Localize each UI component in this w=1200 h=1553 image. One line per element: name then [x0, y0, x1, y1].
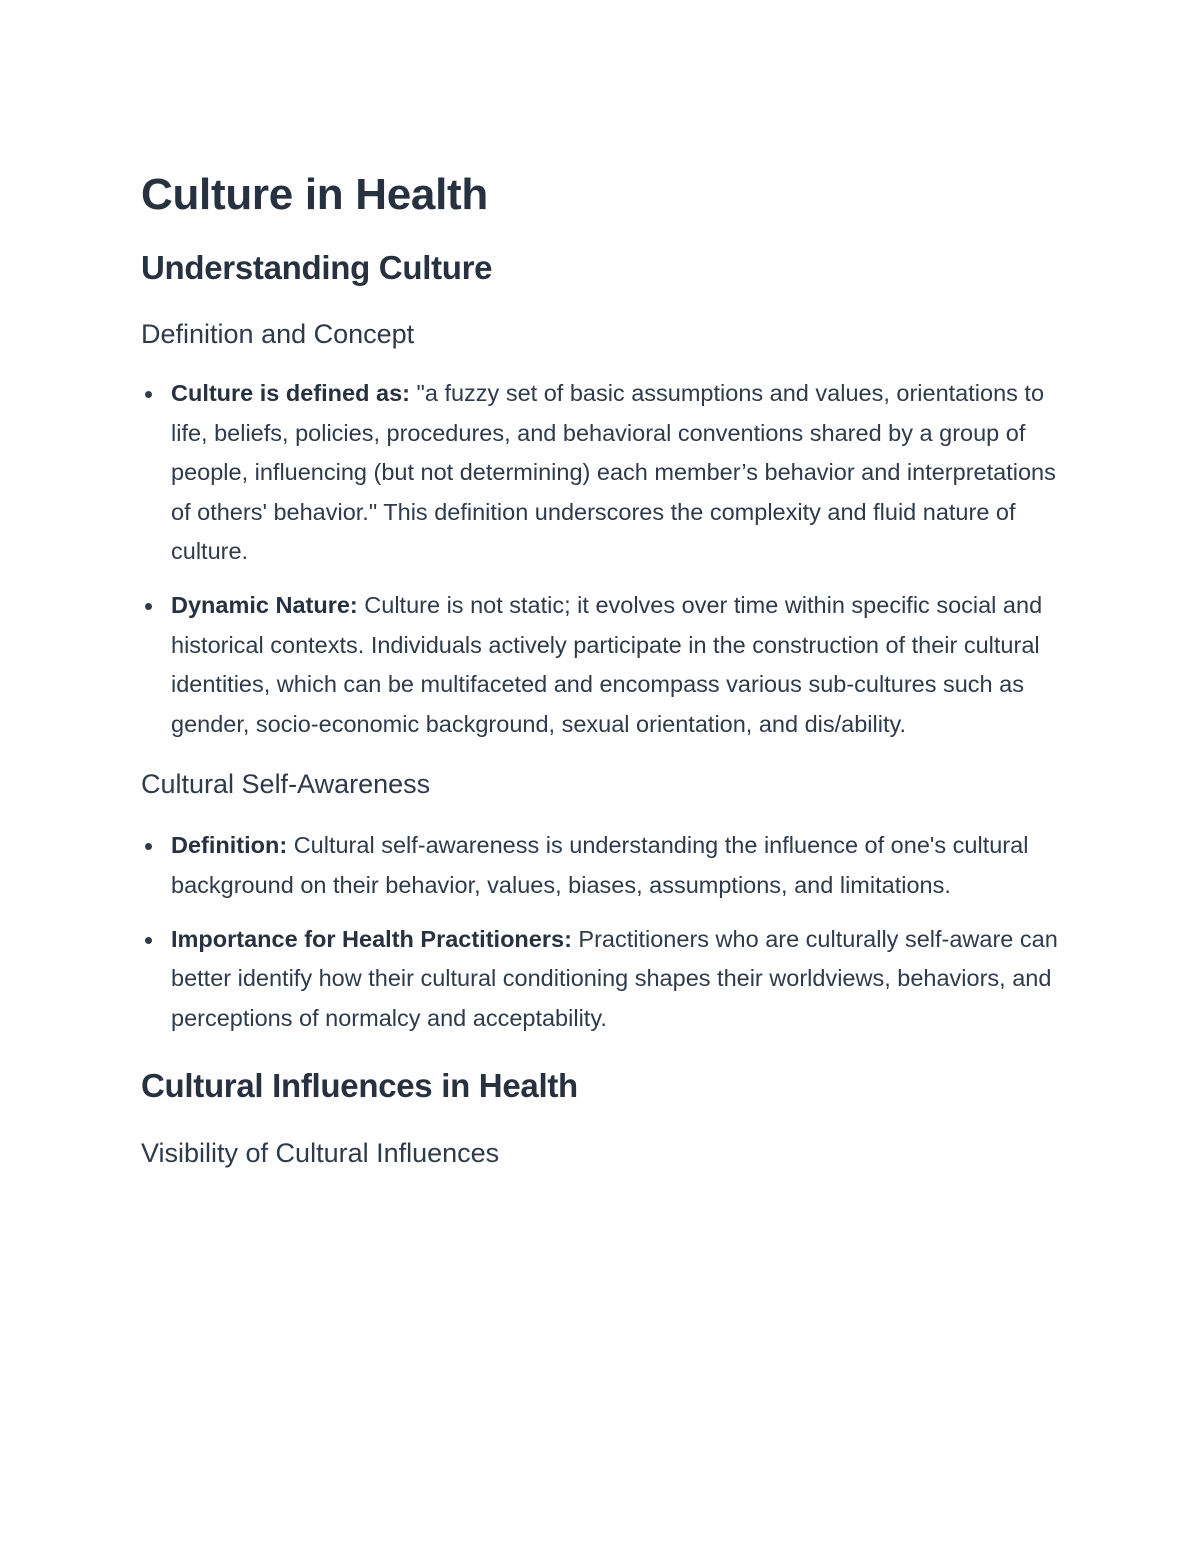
list-item [141, 586, 1060, 744]
list-item-label: Importance for Health Practitioners: [171, 925, 572, 952]
list-item-text: Culture is not static; it evolves over time within specific social and historical contexts. Individuals actively participate in the construction of their cultural identities, which can be multifaceted and encompass various sub-cultures such as gender, socio-economic background, sexual orientation, and dis/ability. [171, 591, 1043, 737]
bullet-dot-icon [145, 603, 152, 610]
list-item-label: Culture is defined as: [171, 380, 410, 406]
subsection-heading-definition-and-concept: Definition and Concept [141, 319, 415, 349]
document-title: Culture in Health [141, 170, 488, 219]
list-item-text: Cultural self-awareness is understanding the influence of one's cultural background on their behavior, values, biases, assumptions, and limitations. [171, 832, 1029, 898]
list-item [141, 826, 1060, 905]
list-item-label: Dynamic Nature: [171, 591, 358, 618]
list-item [141, 920, 1060, 1039]
list-item-text: Practitioners who are culturally self-aware can better identify how their cultural conditioning shapes their worldviews, behaviors, and perceptions of normalcy and acceptability. [171, 925, 1058, 1031]
self-awareness-bullet-list [141, 826, 1060, 1038]
definition-bullet-list [141, 374, 1060, 744]
bullet-dot-icon [145, 843, 152, 850]
section-heading-cultural-influences-in-health: Cultural Influences in Health [141, 1067, 578, 1105]
section-heading-understanding-culture: Understanding Culture [141, 249, 493, 286]
bullet-dot-icon [145, 937, 152, 944]
subsection-heading-visibility-of-cultural-influences: Visibility of Cultural Influences [141, 1138, 500, 1169]
list-item [141, 374, 1060, 572]
bullet-dot-icon [145, 391, 152, 398]
subsection-heading-cultural-self-awareness: Cultural Self-Awareness [141, 769, 431, 800]
list-item-label: Definition: [171, 832, 288, 859]
list-item-text: "a fuzzy set of basic assumptions and values, orientations to life, beliefs, policies, procedures, and behavioral conventions shared by a group of people, influencing (but not determining) each member’s behavior and interpretations of others' behavior." This definition underscores the complexity and fluid nature of culture. [171, 380, 1056, 565]
